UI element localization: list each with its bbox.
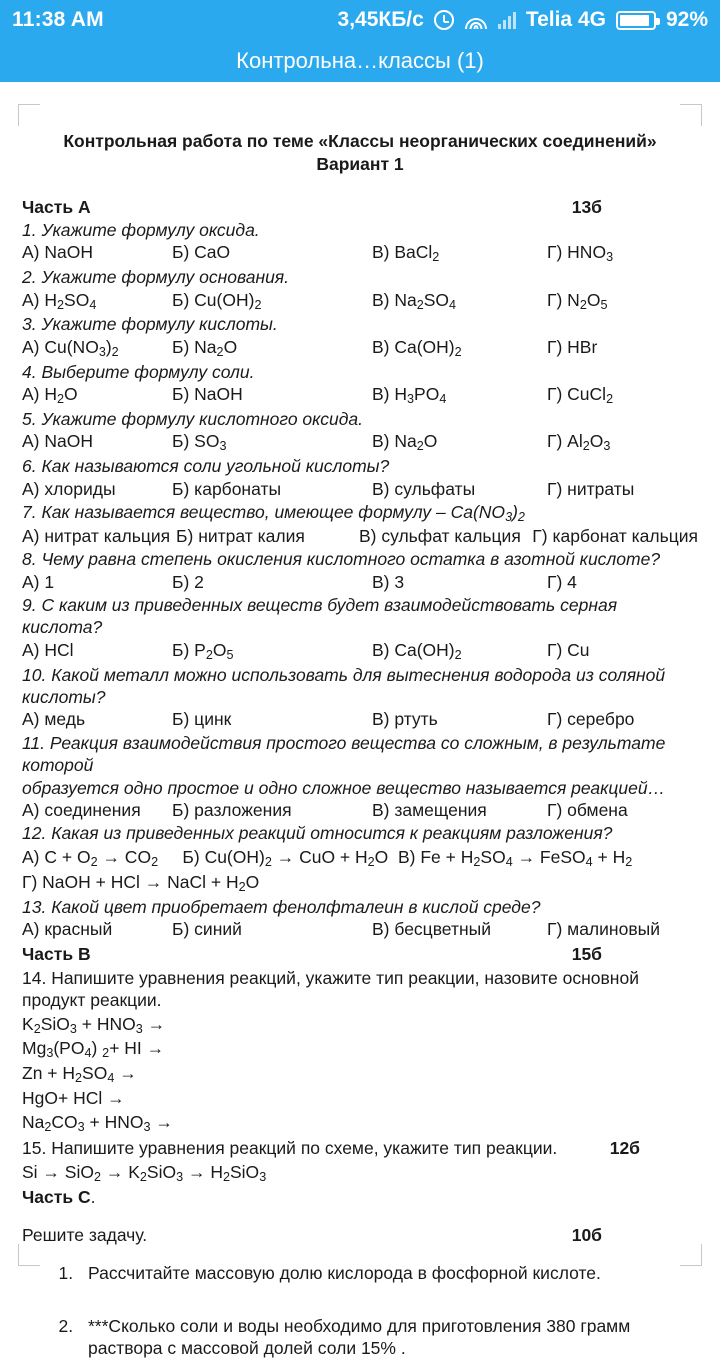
option-v: В) сульфат кальция: [358, 525, 521, 546]
equation-3: $Zn + H_2SO_4$ →: [22, 1063, 137, 1086]
option-b: Б) разложения: [172, 800, 292, 821]
question-11-options: [22, 799, 698, 821]
question-12-options-line1: А) $C + O_2 \to CO_2$ Б) $Cu(OH)_2$ → CuO + $H_2O$ В) $Fe + H_2SO_4$ → FeSO$_4$ + $H_2$: [22, 846, 633, 869]
option-g: Г) $N_2O_5$: [547, 289, 608, 312]
question-15-points: 12б: [609, 1138, 640, 1159]
question-14-stem: 14. Напишите уравнения реакций, укажите тип реакции, назовите основной продукт реакции.: [22, 967, 639, 1011]
equation-5: $Na_2CO_3 + HNO_3$ →: [22, 1111, 173, 1134]
battery-icon: [616, 11, 656, 30]
battery-percent: 92%: [665, 8, 708, 31]
option-a: А) нитрат кальция: [22, 525, 171, 546]
question-2-stem: 2. Укажите формулу основания.: [22, 267, 290, 288]
option-v: В) $Na_2SO_4$: [372, 289, 457, 312]
network-speed: 3,45КБ/с: [337, 8, 424, 31]
task-list: [22, 1262, 698, 1359]
option-b: Б) $P_2O_5$: [172, 639, 234, 662]
question-2: [22, 266, 698, 312]
question-4-stem: 4. Выберите формулу соли.: [22, 361, 255, 382]
part-b-label: Часть В: [22, 944, 91, 965]
option-v: В) сульфаты: [372, 478, 476, 499]
question-1-stem: 1. Укажите формулу оксида.: [22, 219, 260, 240]
option-b: Б) CaO: [172, 242, 231, 263]
task-intro-row: [22, 1224, 698, 1246]
option-v: В) 3: [372, 571, 405, 592]
question-12: [22, 822, 698, 894]
document-page: [0, 82, 720, 1360]
equation-1: $K_2SiO_3 + HNO_3$ →: [22, 1013, 166, 1036]
option-v: В) $Ca(OH)_2$: [372, 639, 462, 662]
question-10: [22, 664, 698, 731]
question-3: [22, 313, 698, 359]
status-clock: 11:38 AM: [12, 8, 104, 31]
question-5-stem: 5. Укажите формулу кислотного оксида.: [22, 408, 363, 429]
question-7-stem: 7. Как называется вещество, имеющее формулу – $Ca(NO_3)_2$: [22, 502, 525, 524]
option-g: Г) обмена: [547, 800, 628, 821]
question-9-options: [22, 639, 698, 663]
option-v: В) бесцветный: [372, 918, 491, 939]
option-a: А) HCl: [22, 639, 74, 660]
part-b-header: [22, 943, 698, 965]
part-a-header: [22, 196, 698, 218]
question-8-stem: 8. Чему равна степень окисления кислотного остатка в азотной кислоте?: [22, 549, 661, 570]
app-title-bar: [0, 40, 720, 82]
part-c-label-dot: .: [90, 1186, 96, 1207]
option-b: Б) цинк: [172, 709, 232, 730]
question-8-options: [22, 571, 698, 593]
option-v: В) ртуть: [372, 709, 438, 730]
option-a: А) $H_2SO_4$: [22, 289, 97, 312]
question-13-stem: 13. Какой цвет приобретает фенолфталеин в кислой среде?: [22, 896, 541, 917]
question-3-stem: 3. Укажите формулу кислоты.: [22, 314, 278, 335]
document-title: [22, 130, 698, 176]
status-bar: [0, 0, 720, 40]
question-6-options: [22, 478, 698, 500]
option-v: В) $H_3PO_4$: [372, 384, 447, 406]
document-title-line1: Контрольная работа по теме «Классы неорганических соединений»: [63, 131, 657, 151]
option-a: А) 1: [22, 571, 55, 592]
option-g: Г) нитраты: [547, 478, 635, 499]
option-a: А) NaOH: [22, 242, 93, 263]
option-g: Г) 4: [547, 571, 577, 592]
question-4: [22, 361, 698, 407]
question-1: [22, 219, 698, 265]
option-a: А) $H_2O$: [22, 384, 78, 406]
question-2-options: [22, 289, 698, 313]
list-item: 2. ***Сколько соли и воды необходимо для приготовления 380 грамм раствора с массовой долей соли 15% .: [78, 1315, 698, 1360]
question-1-options: [22, 241, 698, 265]
option-g: Г) серебро: [547, 709, 635, 730]
question-6: [22, 455, 698, 500]
option-g: Г) карбонат кальция: [532, 525, 698, 546]
part-c-label: Часть С: [22, 1186, 91, 1207]
part-c-header: [22, 1186, 698, 1208]
question-10-options: [22, 708, 698, 730]
question-7-options: [22, 525, 698, 547]
question-13: [22, 896, 698, 941]
option-g: Г) HBr: [547, 336, 598, 357]
question-15: [22, 1137, 698, 1159]
question-15-scheme: $Si \to SiO_2 \to K_2SiO_3 \to H_2SiO_3$: [22, 1161, 267, 1184]
question-12-options-line2: Г) NaOH + HCl → NaCl + $H_2O$: [22, 871, 260, 894]
option-b: Б) карбонаты: [172, 478, 282, 499]
option-v: В) $Na_2O$: [372, 431, 438, 454]
list-item: 1. Рассчитайте массовую долю кислорода в фосфорной кислоте.: [78, 1262, 698, 1284]
option-a: А) хлориды: [22, 478, 116, 499]
question-12-stem: 12. Какая из приведенных реакций относится к реакциям разложения?: [22, 823, 613, 844]
option-g: Г) CuCl$_2$: [547, 384, 614, 406]
option-a: А) медь: [22, 709, 86, 730]
option-b: Б) $SO_3$: [172, 431, 227, 454]
question-6-stem: 6. Как называются соли угольной кислоты?: [22, 456, 390, 477]
part-c-points: 10б: [571, 1225, 602, 1246]
task-intro: Решите задачу.: [22, 1225, 148, 1246]
question-8: [22, 548, 698, 593]
question-4-options: [22, 383, 698, 407]
option-b: Б) $Na_2O$: [172, 336, 238, 359]
question-15-stem: 15. Напишите уравнения реакций по схеме, укажите тип реакции.: [22, 1138, 558, 1159]
option-a: А) красный: [22, 918, 113, 939]
option-b: Б) синий: [172, 918, 242, 939]
equation-2: $Mg_3(PO_4)$ $_2$+ HI →: [22, 1038, 165, 1061]
question-5: [22, 408, 698, 454]
carrier-label: Telia 4G: [525, 8, 606, 31]
question-11: [22, 732, 698, 822]
option-b: Б) $Cu(OH)_2$: [172, 289, 262, 312]
option-a: А) NaOH: [22, 431, 93, 452]
option-b: Б) NaOH: [172, 384, 243, 405]
option-a: А) $Cu(NO_3)_2$: [22, 336, 119, 359]
question-10-stem: 10. Какой металл можно использовать для вытеснения водорода из соляной кислоты?: [22, 664, 666, 708]
question-7: [22, 501, 698, 547]
option-g: Г) малиновый: [547, 918, 660, 939]
option-v: В) $Ca(OH)_2$: [372, 336, 462, 359]
option-g: Г) Cu: [547, 639, 590, 660]
part-b-points: 15б: [571, 944, 602, 965]
question-9-stem: 9. С каким из приведенных веществ будет взаимодействовать серная кислота?: [22, 595, 618, 638]
document-file-title: Контрольна…классы (1): [236, 48, 484, 73]
wifi-icon: [464, 11, 488, 29]
document-viewer[interactable]: [0, 82, 720, 1359]
option-g: Г) $HNO_3$: [547, 242, 614, 265]
option-a: А) соединения: [22, 800, 141, 821]
equation-4: HgO+ HCl →: [22, 1088, 125, 1109]
document-title-line2: Вариант 1: [316, 153, 404, 174]
question-5-options: [22, 430, 698, 454]
question-9: [22, 594, 698, 663]
question-11-stem-cont: образуется одно простое и одно сложное вещество называется реакцией…: [22, 777, 666, 798]
question-13-options: [22, 918, 698, 940]
part-a-label: Часть А: [22, 196, 91, 217]
question-3-options: [22, 336, 698, 360]
option-v: В) BaCl$_2$: [372, 242, 440, 265]
option-b: Б) 2: [172, 571, 204, 592]
option-v: В) замещения: [372, 800, 487, 821]
part-a-points: 13б: [571, 196, 602, 217]
question-11-stem: 11. Реакция взаимодействия простого вещества со сложным, в результате которой: [22, 732, 666, 776]
option-b: Б) нитрат калия: [176, 525, 305, 546]
alarm-icon: [434, 10, 454, 30]
option-g: Г) $Al_2O_3$: [547, 431, 611, 454]
signal-bars-icon: [498, 11, 516, 29]
